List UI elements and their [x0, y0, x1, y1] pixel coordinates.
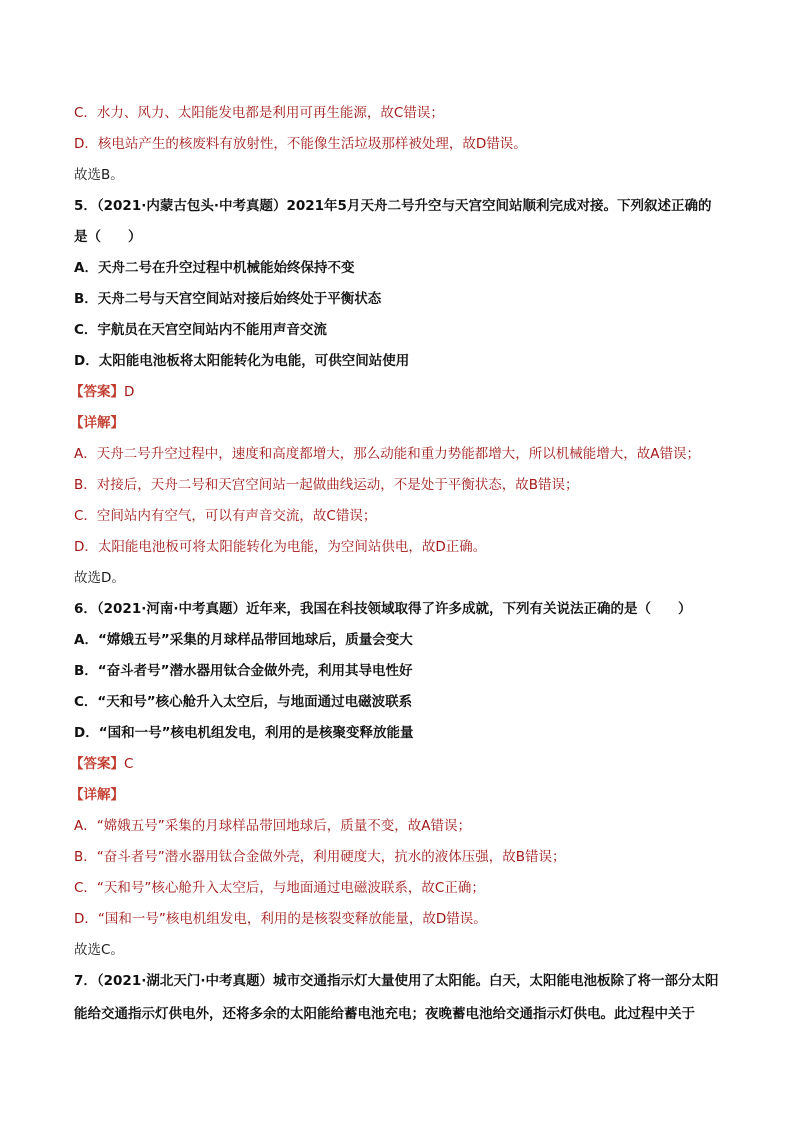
option-b: B．“奋斗者号”潜水器用钛合金做外壳，利用其导电性好 — [74, 663, 413, 679]
conclusion: 故选C。 — [74, 942, 124, 958]
conclusion: 故选D。 — [74, 570, 125, 586]
option-c: C．“天和号”核心舱升入太空后，与地面通过电磁波联系 — [74, 694, 413, 710]
explanation-line: D．核电站产生的核废料有放射性，不能像生活垃圾那样被处理，故D错误。 — [74, 136, 527, 152]
explanation-line: C．“天和号”核心舱升入太空后，与地面通过电磁波联系，故C正确； — [74, 880, 485, 896]
answer-value: C — [124, 756, 134, 772]
question-stem: 7．（2021·湖北天门·中考真题）城市交通指示灯大量使用了太阳能。白天，太阳能电池板除了将一部分太阳 — [74, 973, 719, 989]
explanation-line: B．对接后，天舟二号和天宫空间站一起做曲线运动，不是处于平衡状态，故B错误； — [74, 477, 579, 493]
answer-tag: 【答案】 — [70, 756, 124, 772]
option-d: D．“国和一号”核电机组发电，利用的是核聚变释放能量 — [74, 725, 414, 741]
answer-line — [70, 754, 754, 774]
conclusion: 故选B。 — [74, 167, 124, 183]
option-d: D．太阳能电池板将太阳能转化为电能，可供空间站使用 — [74, 353, 410, 369]
question-stem: 是（ ） — [74, 229, 142, 245]
answer-value: D — [124, 384, 135, 400]
answer-tag: 【答案】 — [70, 384, 124, 400]
option-b: B．天舟二号与天宫空间站对接后始终处于平衡状态 — [74, 291, 382, 307]
explanation-line: C．水力、风力、太阳能发电都是利用可再生能源，故C错误； — [74, 105, 444, 121]
explanation-line: D．太阳能电池板可将太阳能转化为电能，为空间站供电，故D正确。 — [74, 539, 487, 555]
question-stem: 能给交通指示灯供电外，还将多余的太阳能给蓄电池充电；夜晚蓄电池给交通指示灯供电。此过程中关于 — [74, 1006, 695, 1022]
explanation-line: C．空间站内有空气，可以有声音交流，故C错误； — [74, 508, 377, 524]
detail-tag: 【详解】 — [70, 787, 124, 803]
answer-line — [70, 382, 754, 402]
explanation-line: A．天舟二号升空过程中，速度和高度都增大，那么动能和重力势能都增大，所以机械能增大，故A错误； — [74, 446, 700, 462]
explanation-line: A．“嫦娥五号”采集的月球样品带回地球后，质量不变，故A错误； — [74, 818, 471, 834]
question-stem: 5．（2021·内蒙古包头·中考真题）2021年5月天舟二号升空与天宫空间站顺利完成对接。下列叙述正确的 — [74, 198, 712, 214]
explanation-line: D．“国和一号”核电机组发电，利用的是核裂变释放能量，故D错误。 — [74, 911, 487, 927]
option-c: C．宇航员在天宫空间站内不能用声音交流 — [74, 322, 327, 338]
question-stem: 6．（2021·河南·中考真题）近年来，我国在科技领域取得了许多成就，下列有关说法正确的是（ ） — [74, 601, 692, 617]
detail-tag: 【详解】 — [70, 415, 124, 431]
option-a: A．“嫦娥五号”采集的月球样品带回地球后，质量会变大 — [74, 632, 413, 648]
option-a: A．天舟二号在升空过程中机械能始终保持不变 — [74, 260, 355, 276]
explanation-line: B．“奋斗者号”潜水器用钛合金做外壳，利用硬度大，抗水的液体压强，故B错误； — [74, 849, 566, 865]
